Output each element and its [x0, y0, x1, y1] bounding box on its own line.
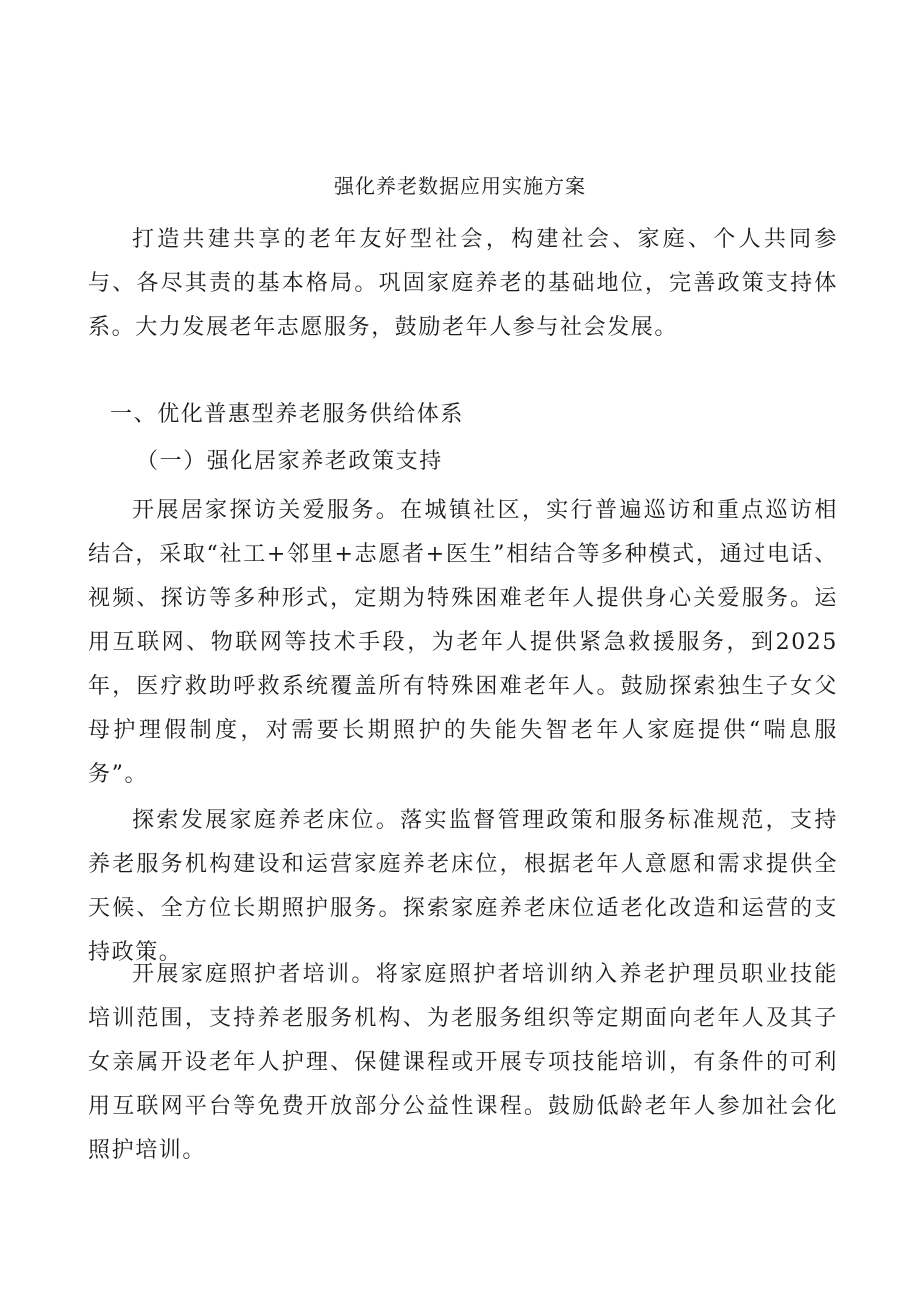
- intro-paragraph: 打造共建共享的老年友好型社会，构建社会、家庭、个人共同参与、各尽其责的基本格局。巩固家庭养老的基础地位，完善政策支持体系。大力发展老年志愿服务，鼓励老年人参与社会发展。: [88, 227, 838, 340]
- paragraph-home-visit-care: 开展居家探访关爱服务。在城镇社区，实行普遍巡访和重点巡访相结合，采取“社工+邻里+志愿者+医生”相结合等多种模式，通过电话、视频、探访等多种形式，定期为特殊困难老年人提供身心关爱服务。运用互联网、物联网等技术手段，为老年人提供紧急救援服务，到2025年，医疗救助呼救系统覆盖所有特殊困难老年人。鼓励探索独生子女父母护理假制度，对需要长期照护的失能失智老年人家庭提供“喘息服务”。: [88, 498, 838, 787]
- section-heading: 一、优化普惠型养老服务供给体系: [110, 402, 465, 427]
- paragraph-caregiver-training: 开展家庭照护者培训。将家庭照护者培训纳入养老护理员职业技能培训范围，支持养老服务机构、为老服务组织等定期面向老年人及其子女亲属开设老年人护理、保健课程或开展专项技能培训，有条件的可利用互联网平台等免费开放部分公益性课程。鼓励低龄老年人参加社会化照护培训。: [88, 962, 838, 1163]
- subsection-heading: （一）强化居家养老政策支持: [136, 449, 443, 474]
- document-title: 强化养老数据应用实施方案: [334, 174, 586, 198]
- paragraph-family-care-beds: 探索发展家庭养老床位。落实监督管理政策和服务标准规范，支持养老服务机构建设和运营家庭养老床位，根据老年人意愿和需求提供全天候、全方位长期照护服务。探索家庭养老床位适老化改造和运营的支持政策。: [88, 808, 838, 965]
